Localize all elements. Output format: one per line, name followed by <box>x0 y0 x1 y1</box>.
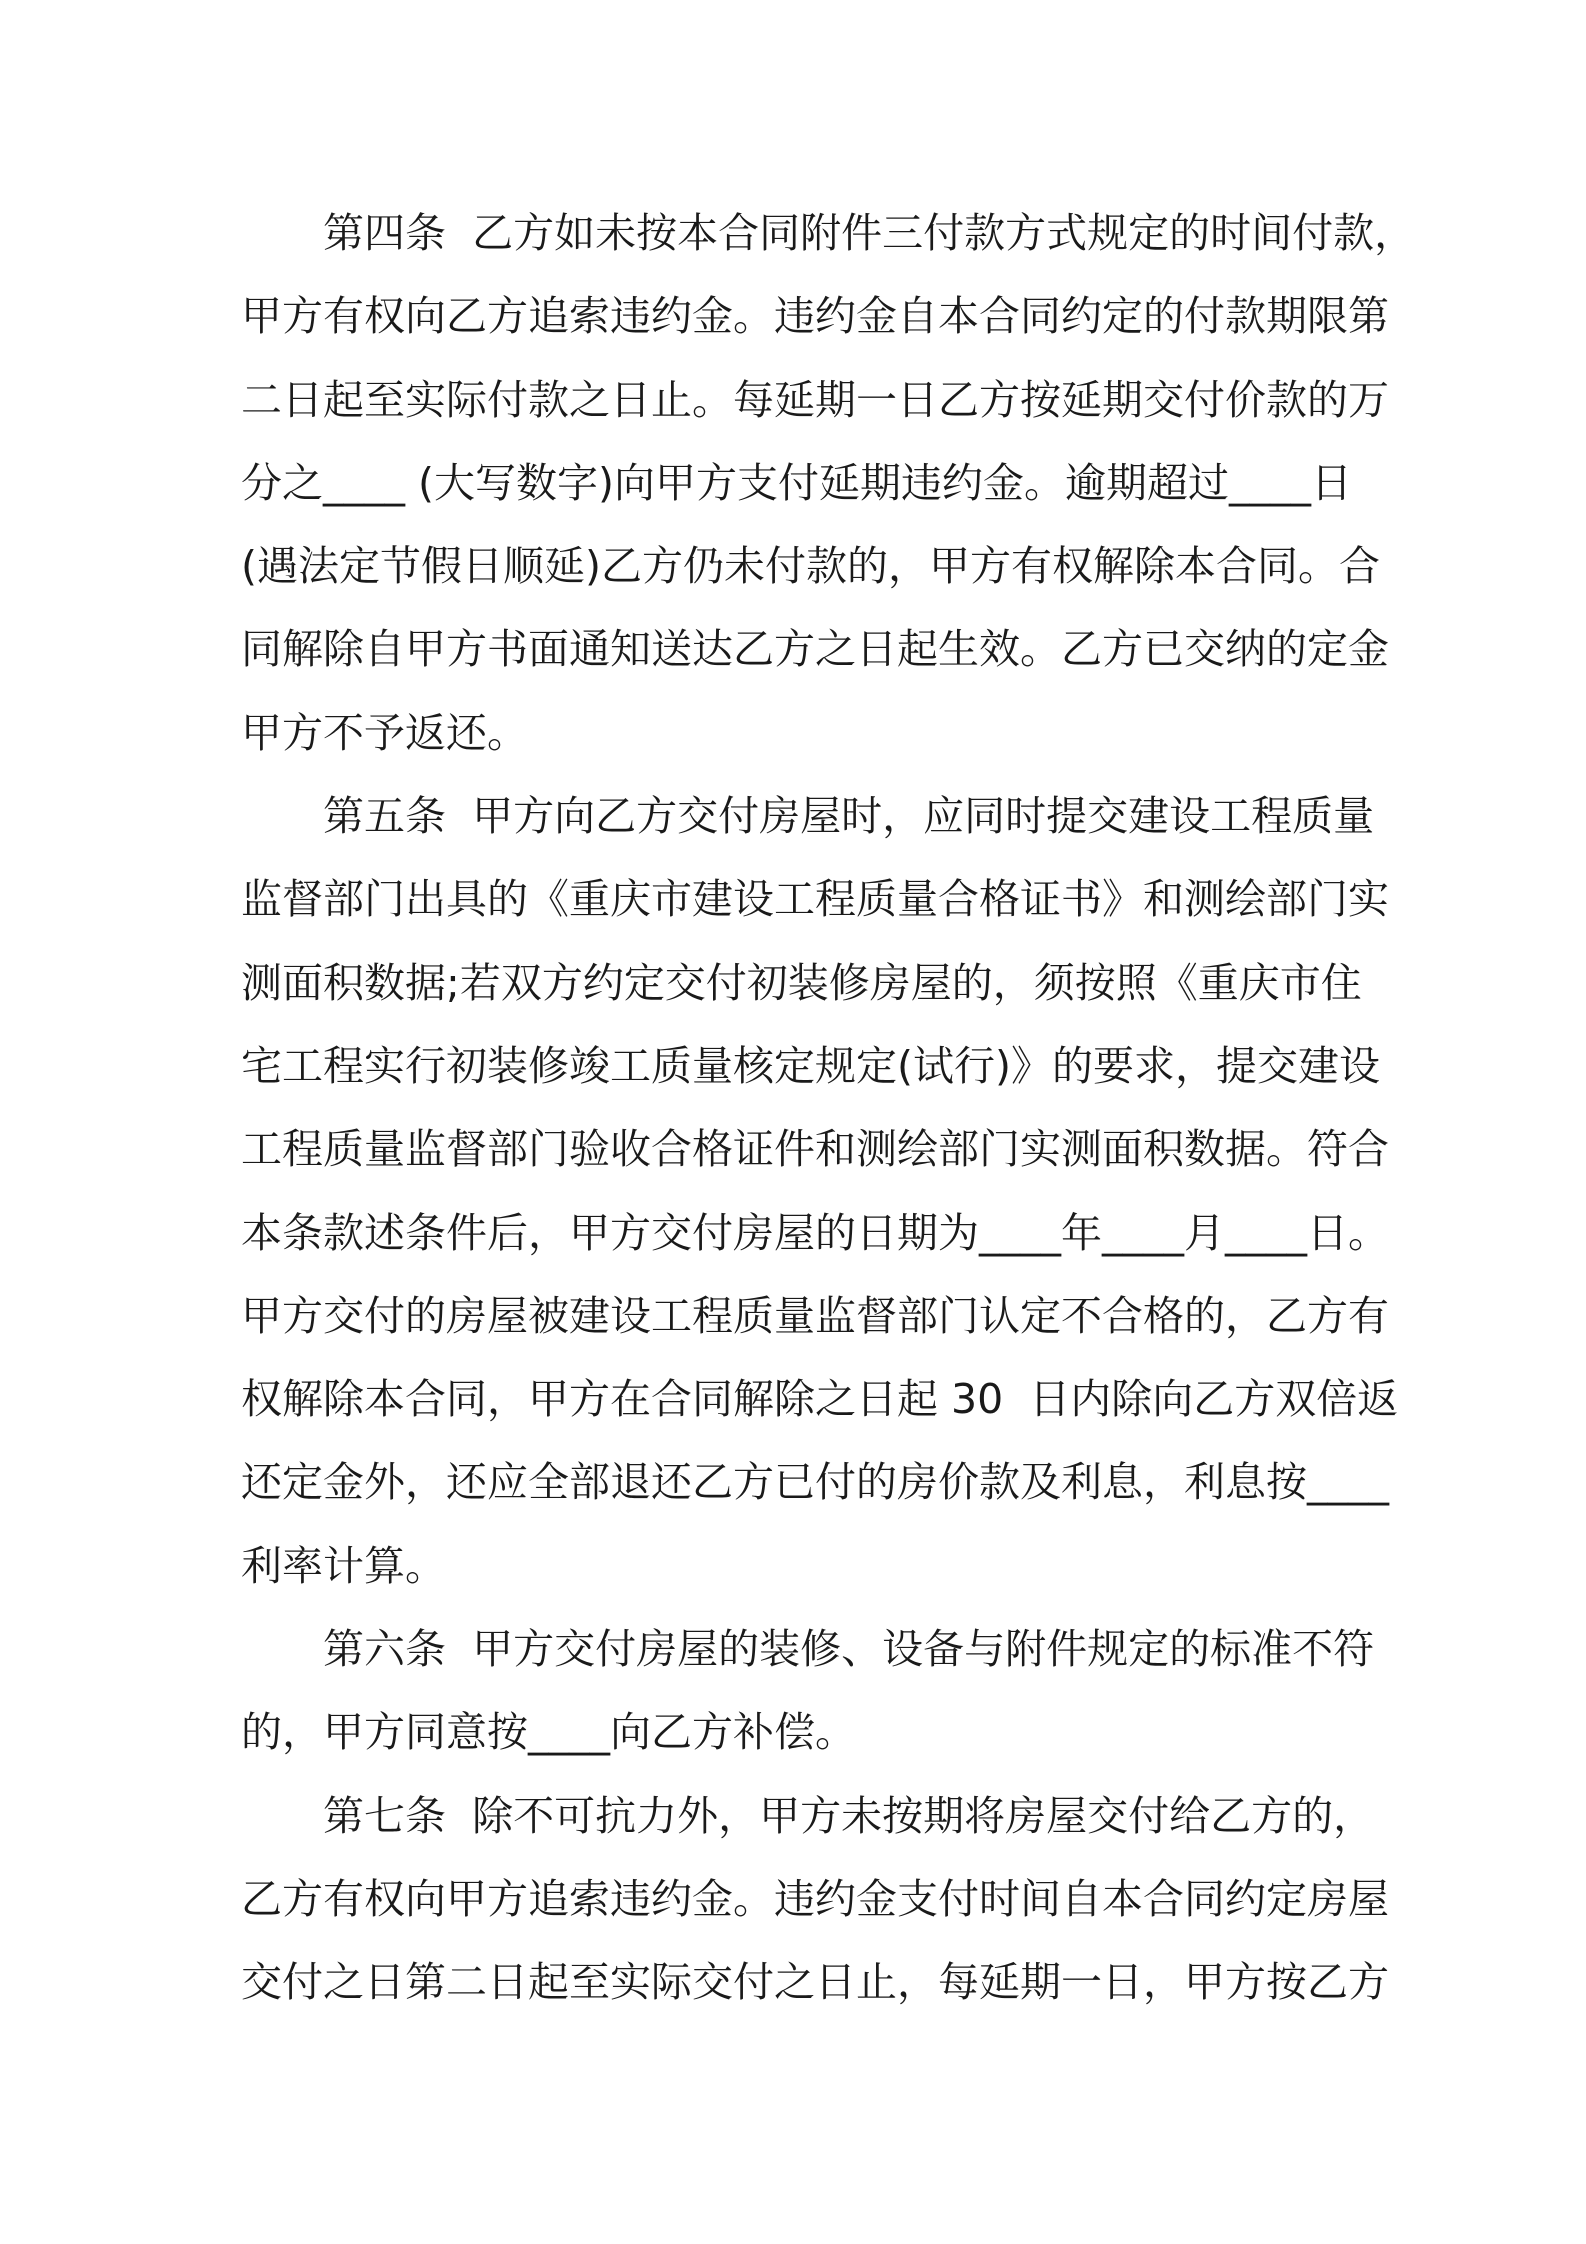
text-line: 甲方不予返还。 <box>241 708 528 757</box>
text-line: 权解除本合同，甲方在合同解除之日起 30 日内除向乙方双倍返 <box>241 1375 1399 1424</box>
text-line: 宅工程实行初装修竣工质量核定规定(试行)》的要求，提交建设 <box>241 1041 1380 1090</box>
text-line: 第七条 除不可抗力外，甲方未按期将房屋交付给乙方的， <box>323 1791 1375 1840</box>
text-line: 第六条 甲方交付房屋的装修、设备与附件规定的标准不符 <box>323 1625 1375 1674</box>
text-line: 甲方有权向乙方追索违约金。违约金自本合同约定的付款期限第 <box>241 292 1389 341</box>
text-line: 工程质量监督部门验收合格证件和测绘部门实测面积数据。符合 <box>241 1125 1389 1174</box>
text-line: 第五条 甲方向乙方交付房屋时，应同时提交建设工程质量 <box>323 792 1375 841</box>
contract-text <box>241 192 1416 2025</box>
text-line: 本条款述条件后，甲方交付房屋的日期为____年____月____日。 <box>241 1208 1389 1257</box>
text-line: 还定金外，还应全部退还乙方已付的房价款及利息，利息按____ <box>241 1458 1389 1507</box>
text-line: 利率计算。 <box>241 1541 446 1590</box>
text-line: 交付之日第二日起至实际交付之日止，每延期一日，甲方按乙方 <box>241 1958 1389 2007</box>
text-line: 的，甲方同意按____向乙方补偿。 <box>241 1708 856 1757</box>
text-line: 二日起至实际付款之日止。每延期一日乙方按延期交付价款的万 <box>241 375 1389 424</box>
text-line: 第四条 乙方如未按本合同附件三付款方式规定的时间付款， <box>323 209 1416 257</box>
text-line: 分之____ (大写数字)向甲方支付延期违约金。逾期超过____日 <box>241 458 1353 507</box>
text-line: 监督部门出具的《重庆市建设工程质量合格证书》和测绘部门实 <box>241 875 1389 924</box>
text-line: 同解除自甲方书面通知送达乙方之日起生效。乙方已交纳的定金 <box>241 625 1389 674</box>
text-line: 乙方有权向甲方追索违约金。违约金支付时间自本合同约定房屋 <box>241 1874 1389 1923</box>
text-line: 测面积数据;若双方约定交付初装修房屋的，须按照《重庆市住 <box>241 958 1362 1007</box>
text-line: 甲方交付的房屋被建设工程质量监督部门认定不合格的，乙方有 <box>241 1291 1389 1340</box>
text-line: (遇法定节假日顺延)乙方仍未付款的，甲方有权解除本合同。合 <box>241 542 1380 591</box>
